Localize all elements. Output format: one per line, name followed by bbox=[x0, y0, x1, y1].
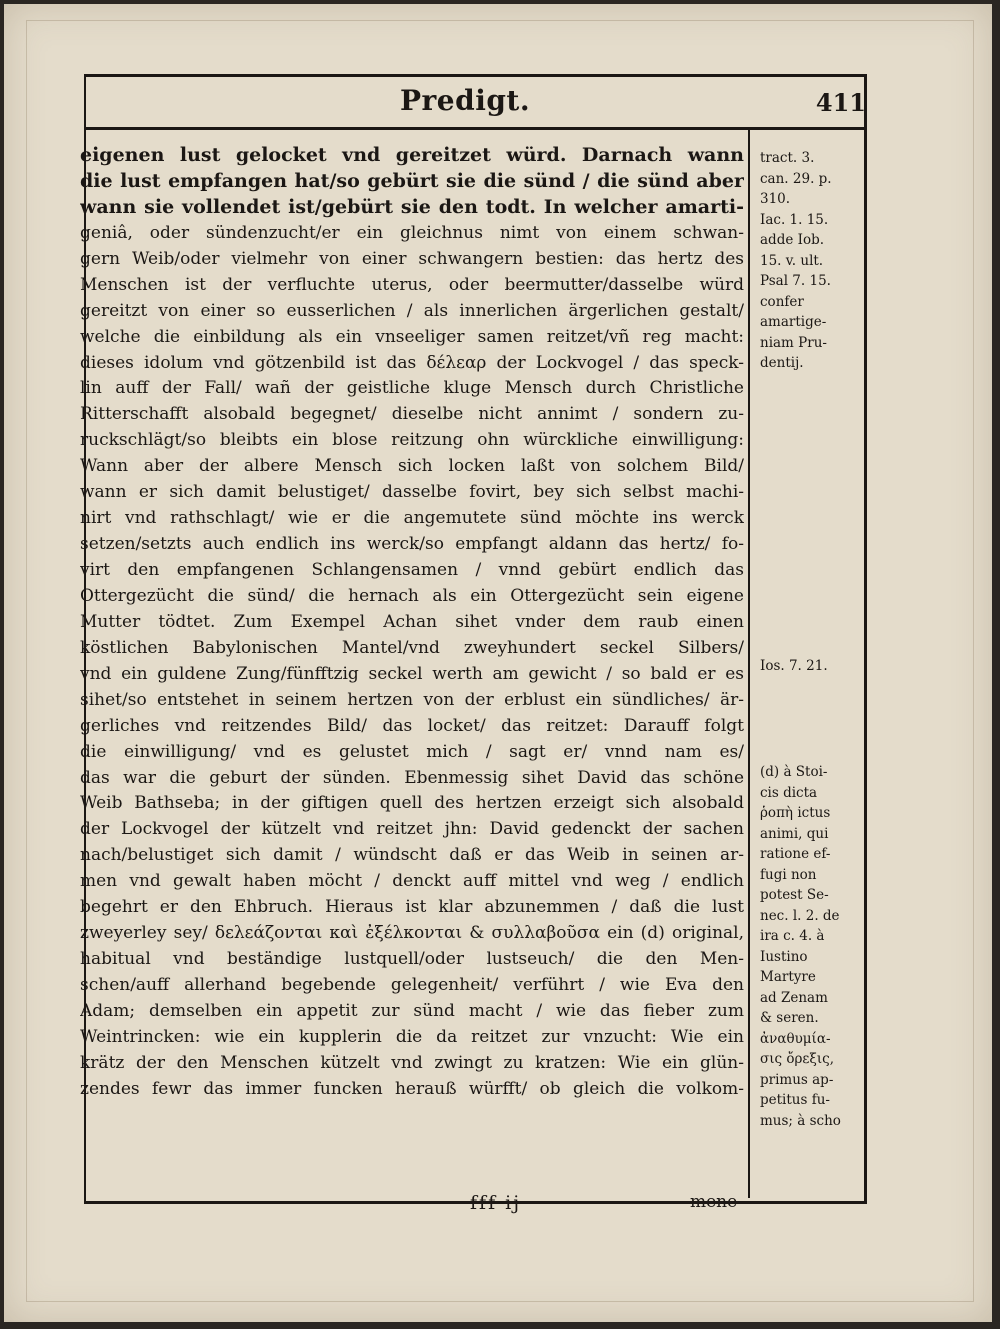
text-line: köstlichen Babylonischen Mantel/vnd zweyhundert seckel Silbers/ bbox=[80, 637, 744, 658]
margin-note-line: Iustino bbox=[760, 948, 808, 965]
text-line: setzen/setzts auch endlich ins werck/so empfangt aldann das hertz/ fo- bbox=[80, 534, 744, 555]
text-line: gern Weib/oder vielmehr von einer schwangern bestien: das hertz des bbox=[80, 248, 744, 269]
text-line: virt den empfangenen Schlangensamen / vnnd gebürt endlich das bbox=[80, 560, 744, 580]
text-line: schen/auff allerhand begebende gelegenheit/ verführt / wie Eva den bbox=[80, 975, 744, 995]
margin-note-line: ratione ef- bbox=[760, 846, 831, 862]
margin-note-line: tract. 3. bbox=[760, 150, 815, 166]
margin-note-line: niam Pru- bbox=[760, 334, 827, 351]
text-line: lin auff der Fall/ wañ der geistliche kluge Mensch durch Christliche bbox=[80, 378, 744, 399]
margin-note-line: & seren. bbox=[760, 1010, 819, 1026]
margin-note-line: can. 29. p. bbox=[760, 170, 832, 187]
header-rule bbox=[84, 127, 864, 130]
margin-note-line: dentij. bbox=[760, 355, 804, 371]
margin-note-line: nec. l. 2. de bbox=[760, 907, 840, 924]
text-line: men vnd gewalt haben möcht / denckt auff mittel vnd weg / endlich bbox=[80, 871, 744, 892]
text-line: der Lockvogel der kützelt vnd reitzet jhn: David gedenckt der sachen bbox=[80, 819, 744, 840]
margin-note-line: mus; à scho bbox=[760, 1112, 841, 1129]
text-line: Mutter tödtet. Zum Exempel Achan sihet vnder dem raub einen bbox=[80, 611, 744, 632]
text-line: Ritterschafft alsobald begegnet/ dieselbe nicht annimt / sondern zu- bbox=[80, 404, 744, 425]
text-line: geniâ, oder sündenzucht/er ein gleichnus nimt von einem schwan- bbox=[80, 222, 744, 243]
margin-note-line: Iac. 1. 15. bbox=[760, 211, 829, 228]
margin-note-line: Martyre bbox=[760, 969, 816, 985]
margin-note-line: ἀναθυμία- bbox=[760, 1030, 831, 1047]
text-line: wann er sich damit belustiget/ dasselbe fovirt, bey sich selbst machi- bbox=[80, 482, 744, 503]
margin-note-line: ira c. 4. à bbox=[760, 928, 825, 944]
margin-note-line: ad Zenam bbox=[760, 989, 828, 1006]
text-line: Adam; demselben ein appetit zur sünd macht / wie das fieber zum bbox=[80, 1000, 744, 1021]
margin-column-rule bbox=[748, 130, 750, 1198]
page-number: 411 bbox=[815, 88, 866, 117]
catchword: mene bbox=[690, 1192, 738, 1212]
text-line: wann sie vollendet ist/gebürt sie den todt. In welcher amarti- bbox=[80, 195, 744, 218]
margin-note-line: 310. bbox=[760, 191, 791, 207]
margin-note-line: cis dicta bbox=[760, 784, 818, 801]
text-line: eigenen lust gelocket vnd gereitzet würd. Darnach wann bbox=[80, 144, 744, 166]
text-line: die einwilligung/ vnd es gelustet mich / sagt er/ vnnd nam es/ bbox=[80, 741, 744, 762]
text-line: Ottergezücht die sünd/ die hernach als ein Ottergezücht sein eigene bbox=[80, 585, 744, 606]
margin-note-ios bbox=[760, 656, 872, 677]
text-line: habitual vnd beständige lustquell/oder lustseuch/ die den Men- bbox=[80, 949, 744, 970]
text-line: nach/belustiget sich damit / wündscht daß er das Weib in seinen ar- bbox=[80, 845, 744, 866]
text-line: krätz der den Menschen kützelt vnd zwingt zu kratzen: Wie ein glün- bbox=[80, 1052, 744, 1073]
text-line: gerliches vnd reitzendes Bild/ das locket/ das reitzet: Darauff folgt bbox=[80, 715, 744, 736]
text-line: begehrt er den Ehbruch. Hieraus ist klar abzunemmen / daß die lust bbox=[80, 897, 744, 918]
margin-note-line: confer bbox=[760, 293, 804, 310]
text-line: gereitzt von einer so eusserlichen / als innerlichen ärgerlichen gestalt/ bbox=[80, 300, 744, 321]
text-line: welche die einbildung als ein vnseeliger samen reitzet/vñ reg macht: bbox=[80, 326, 744, 347]
margin-note-line: 15. v. ult. bbox=[760, 252, 824, 269]
margin-note-line: σις ὄρεξις, bbox=[760, 1051, 834, 1067]
text-line: dieses idolum vnd götzenbild ist das δέλεαρ der Lockvogel / das speck- bbox=[80, 352, 744, 373]
text-line: zweyerley sey/ δελεάζονται καὶ ἐξέλκονται & συλλαβοῦσα ein (d) original, bbox=[80, 923, 744, 944]
margin-note-line: fugi non bbox=[760, 866, 817, 883]
running-head: Predigt. bbox=[400, 84, 531, 117]
text-line: nirt vnd rathschlagt/ wie er die angemutete sünd möchte ins werck bbox=[80, 508, 744, 529]
text-line: vnd ein guldene Zung/fünfftzig seckel werth am gewicht / so bald er es bbox=[80, 663, 744, 684]
margin-note-stoicis bbox=[760, 762, 872, 1131]
text-line: Menschen ist der verfluchte uterus, oder beermutter/dasselbe würd bbox=[80, 274, 744, 295]
margin-note-line: (d) à Stoi- bbox=[760, 764, 828, 780]
margin-note-line: animi, qui bbox=[760, 825, 829, 842]
margin-note-line: primus ap- bbox=[760, 1071, 834, 1088]
signature-mark: fff ij bbox=[470, 1192, 522, 1214]
margin-note-tract bbox=[760, 148, 872, 374]
text-line: ruckschlägt/so bleibts ein blose reitzung ohn würckliche einwilligung: bbox=[80, 430, 744, 451]
text-line: Weintrincken: wie ein kupplerin die da reitzet zur vnzucht: Wie ein bbox=[80, 1026, 744, 1047]
text-line: sihet/so entstehet in seinem hertzen von der erblust ein sündliches/ är- bbox=[80, 689, 744, 710]
text-line: Weib Bathseba; in der giftigen quell des hertzen erzeigt sich alsobald bbox=[80, 793, 744, 814]
margin-note-line: amartige- bbox=[760, 314, 827, 330]
text-line: zendes fewr das immer funcken herauß würfft/ ob gleich die volkom- bbox=[80, 1078, 744, 1099]
margin-note-line: potest Se- bbox=[760, 887, 829, 903]
margin-note-line: petitus fu- bbox=[760, 1092, 830, 1108]
text-line: das war die geburt der sünden. Ebenmessig sihet David das schöne bbox=[80, 767, 744, 788]
margin-note-line: Psal 7. 15. bbox=[760, 273, 831, 289]
margin-note-line: Ios. 7. 21. bbox=[760, 658, 828, 674]
main-text-block bbox=[80, 142, 744, 1102]
margin-note-line: ῥοπὴ ictus bbox=[760, 805, 831, 821]
margin-note-line: adde Iob. bbox=[760, 232, 825, 248]
text-line: Wann aber der albere Mensch sich locken laßt von solchem Bild/ bbox=[80, 456, 744, 477]
text-line: die lust empfangen hat/so gebürt sie die sünd / die sünd aber bbox=[80, 169, 744, 192]
